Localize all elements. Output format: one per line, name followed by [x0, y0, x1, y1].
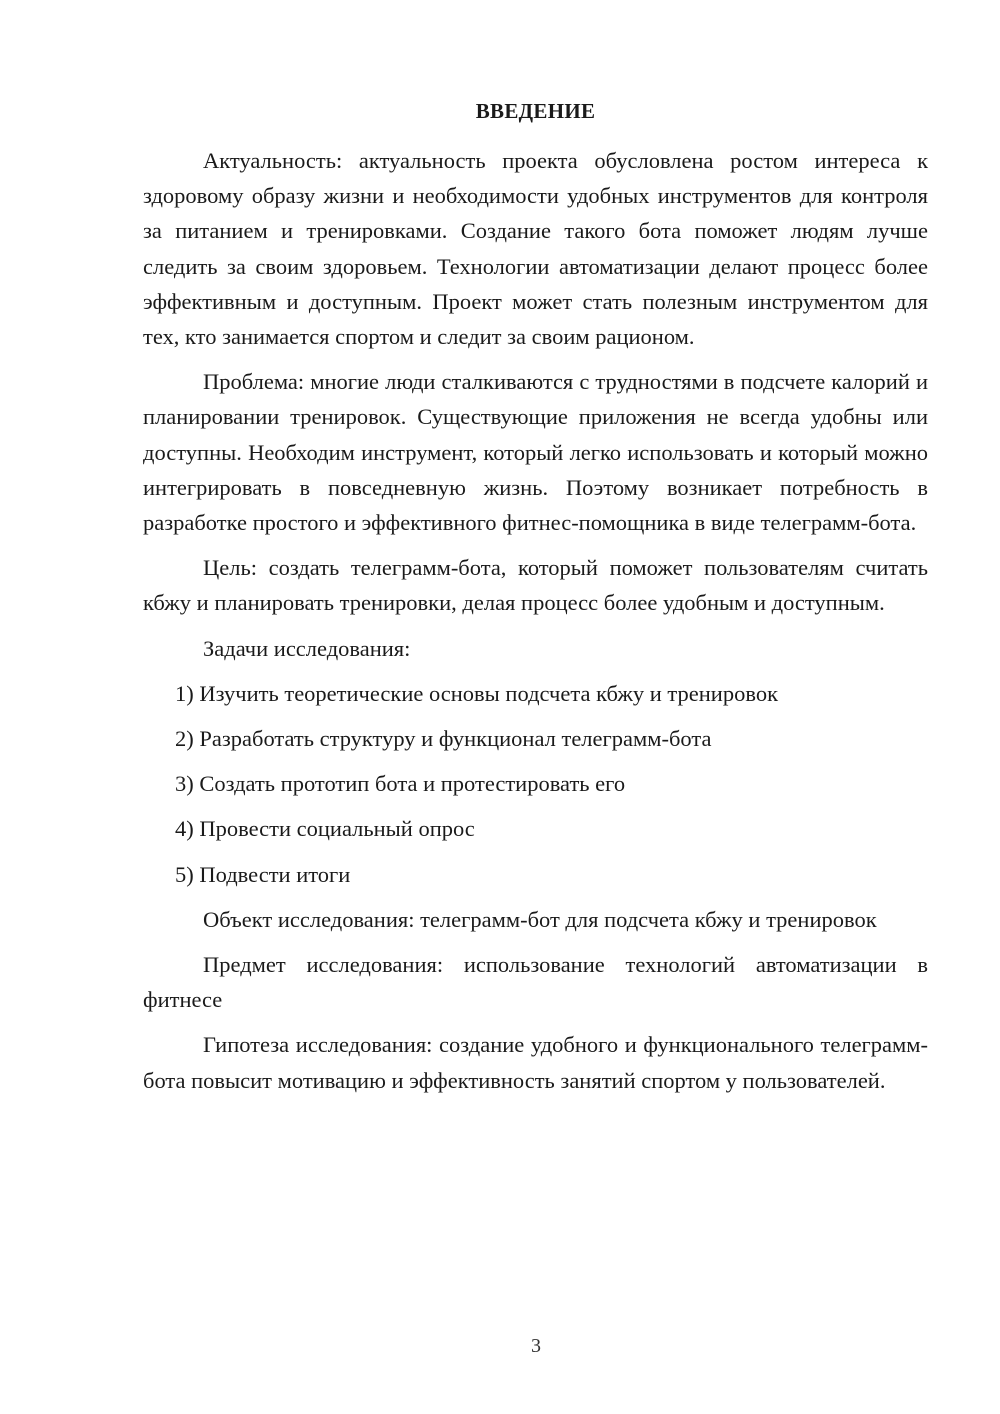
- subject-paragraph: Предмет исследования: использование технологий автоматизации в фитнесе: [143, 952, 928, 1013]
- list-item: 2) Разработать структуру и функционал телеграмм-бота: [175, 726, 712, 752]
- list-item: 1) Изучить теоретические основы подсчета кбжу и тренировок: [175, 680, 778, 706]
- tasks-list: [143, 676, 928, 892]
- page-number: 3: [531, 1335, 541, 1357]
- object-paragraph: Объект исследования: телеграмм-бот для подсчета кбжу и тренировок: [203, 906, 877, 932]
- goal-paragraph: Цель: создать телеграмм-бота, который поможет пользователям считать кбжу и планировать тренировки, делая процесс более удобным и доступным.: [143, 555, 928, 616]
- hypothesis-paragraph: Гипотеза исследования: создание удобного и функционального телеграмм-бота повысит мотивацию и эффективность занятий спортом у пользователей.: [143, 1032, 928, 1093]
- list-item: 4) Провести социальный опрос: [175, 816, 475, 842]
- list-item: 3) Создать прототип бота и протестировать его: [175, 771, 626, 797]
- document-body: [143, 143, 928, 1098]
- problem-paragraph: Проблема: многие люди сталкиваются с трудностями в подсчете калорий и планировании тренировок. Существующие приложения не всегда удобны или доступны. Необходим инструмент, который легко использовать и который можно интегрировать в повседневную жизнь. Поэтому возникает потребность в разработке простого и эффективного фитнес-помощника в виде телеграмм-бота.: [143, 369, 928, 536]
- list-item: 5) Подвести итоги: [175, 861, 351, 887]
- tasks-heading: Задачи исследования:: [203, 635, 411, 661]
- relevance-paragraph: Актуальность: актуальность проекта обусловлена ростом интереса к здоровому образу жизни и необходимости удобных инструментов для контроля за питанием и тренировками. Создание такого бота поможет людям лучше следить за своим здоровьем. Технологии автоматизации делают процесс более эффективным и доступным. Проект может стать полезным инструментом для тех, кто занимается спортом и следит за своим рационом.: [143, 148, 928, 350]
- page-title: ВВЕДЕНИЕ: [475, 99, 596, 123]
